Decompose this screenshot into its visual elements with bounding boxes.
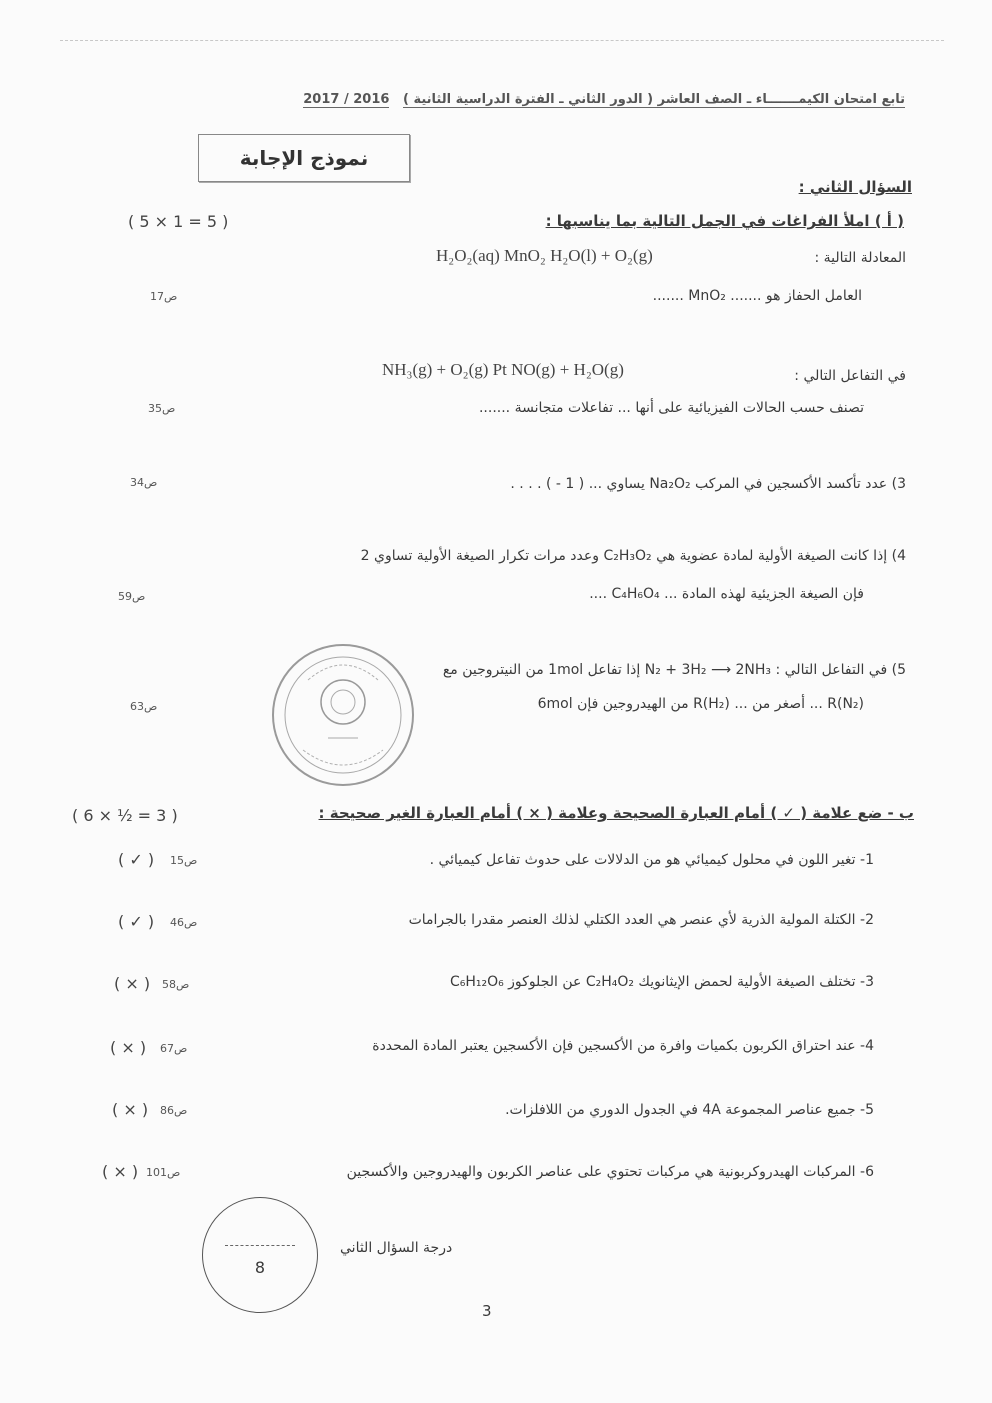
- b4-answer: ( × ): [110, 1038, 147, 1057]
- page-number: 3: [482, 1302, 492, 1320]
- a5-line2: 6mol من الهيدروجين فإن R(H₂) ... أصغر من ... R(N₂): [537, 696, 864, 712]
- b5-text: 5- جميع عناصر المجموعة 4A في الجدول الدوري من اللافلزات.: [505, 1102, 874, 1118]
- b1-text: 1- تغير اللون في محلول كيميائي هو من الدلالات على حدوث تفاعل كيميائي .: [429, 852, 874, 868]
- b3-page-ref: ص58: [162, 978, 190, 991]
- b6-page-ref: ص101: [146, 1166, 181, 1179]
- b1-page-ref: ص15: [170, 854, 198, 867]
- b6-text: 6- المركبات الهيدروكربونية هي مركبات تحتوي على عناصر الكربون والهيدروجين والأكسجين: [346, 1164, 874, 1180]
- a4-line1: 4) إذا كانت الصيغة الأولية لمادة عضوية هي C₂H₃O₂ وعدد مرات تكرار الصيغة الأولية تساوي 2: [360, 548, 906, 564]
- b3-text: 3- تختلف الصيغة الأولية لحمض الإيثانويك C₂H₄O₂ عن الجلوكوز C₆H₁₂O₆: [449, 974, 874, 990]
- b6-answer: ( × ): [102, 1162, 139, 1181]
- a1-answer: العامل الحفاز هو ....... MnO₂ .......: [652, 288, 862, 304]
- b2-page-ref: ص46: [170, 916, 198, 929]
- exam-year: 2016 / 2017: [303, 92, 390, 107]
- b5-answer: ( × ): [112, 1100, 149, 1119]
- a2-page-ref: ص35: [148, 402, 176, 415]
- part-b-marks: ( 6 × ½ = 3 ): [72, 806, 178, 825]
- a3-text: 3) عدد تأكسد الأكسجين في المركب Na₂O₂ يساوي ... ( 1 - ) . . . .: [510, 476, 906, 492]
- exam-title: تابع امتحان الكيمـــــــاء ـ الصف العاشر ( الدور الثاني ـ الفترة الدراسية الثانية ): [403, 92, 905, 107]
- part-b-instruction: ب - ضع علامة ( ✓ ) أمام العبارة الصحيحة وعلامة ( × ) أمام العبارة الغير صحيحة :: [318, 804, 914, 822]
- b2-answer: ( ✓ ): [118, 912, 155, 931]
- a2-equation: NH₃(g) + O₂(g) Pt NO(g) + H₂O(g): [382, 360, 624, 379]
- a1-text: المعادلة التالية :: [814, 250, 906, 266]
- b5-page-ref: ص86: [160, 1104, 188, 1117]
- a2-answer: تصنف حسب الحالات الفيزيائية على أنها ... تفاعلات متجانسة .......: [478, 400, 864, 416]
- a1-page-ref: ص17: [150, 290, 178, 303]
- part-a-marks: ( 5 × 1 = 5 ): [128, 212, 229, 231]
- a2-text: في التفاعل التالي :: [794, 368, 906, 384]
- b1-answer: ( ✓ ): [118, 850, 155, 869]
- exam-header: [205, 92, 905, 107]
- a3-page-ref: ص34: [130, 476, 158, 489]
- b4-page-ref: ص67: [160, 1042, 188, 1055]
- b3-answer: ( × ): [114, 974, 151, 993]
- answer-model-badge: نموذج الإجابة: [198, 134, 410, 182]
- score-circle: [202, 1197, 318, 1313]
- a4-line2: فإن الصيغة الجزيئية لهذه المادة ... C₄H₆O₄ ....: [589, 586, 864, 602]
- b4-text: 4- عند احتراق الكربون بكميات وافرة من الأكسجين فإن الأكسجين يعتبر المادة المحددة: [372, 1038, 874, 1054]
- score-label: درجة السؤال الثاني: [340, 1240, 453, 1256]
- official-stamp: [268, 640, 418, 790]
- b2-text: 2- الكتلة المولية الذرية لأي عنصر هي العدد الكتلي لذلك العنصر مقدرا بالجرامات: [408, 912, 874, 928]
- question-title: السؤال الثاني :: [798, 178, 912, 196]
- a5-page-ref: ص63: [130, 700, 158, 713]
- top-border: [60, 40, 944, 41]
- a1-equation: H₂O₂(aq) MnO₂ H₂O(l) + O₂(g): [436, 246, 653, 265]
- a5-line1: 5) في التفاعل التالي : N₂ + 3H₂ ⟶ 2NH₃ إذا تفاعل 1mol من النيتروجين مع: [442, 662, 906, 678]
- part-a-instruction: ( أ ) املأ الفراغات في الجمل التالية بما يناسبها :: [545, 212, 904, 230]
- a4-page-ref: ص59: [118, 590, 146, 603]
- score-blank: [225, 1245, 295, 1246]
- score-denominator: 8: [254, 1258, 266, 1277]
